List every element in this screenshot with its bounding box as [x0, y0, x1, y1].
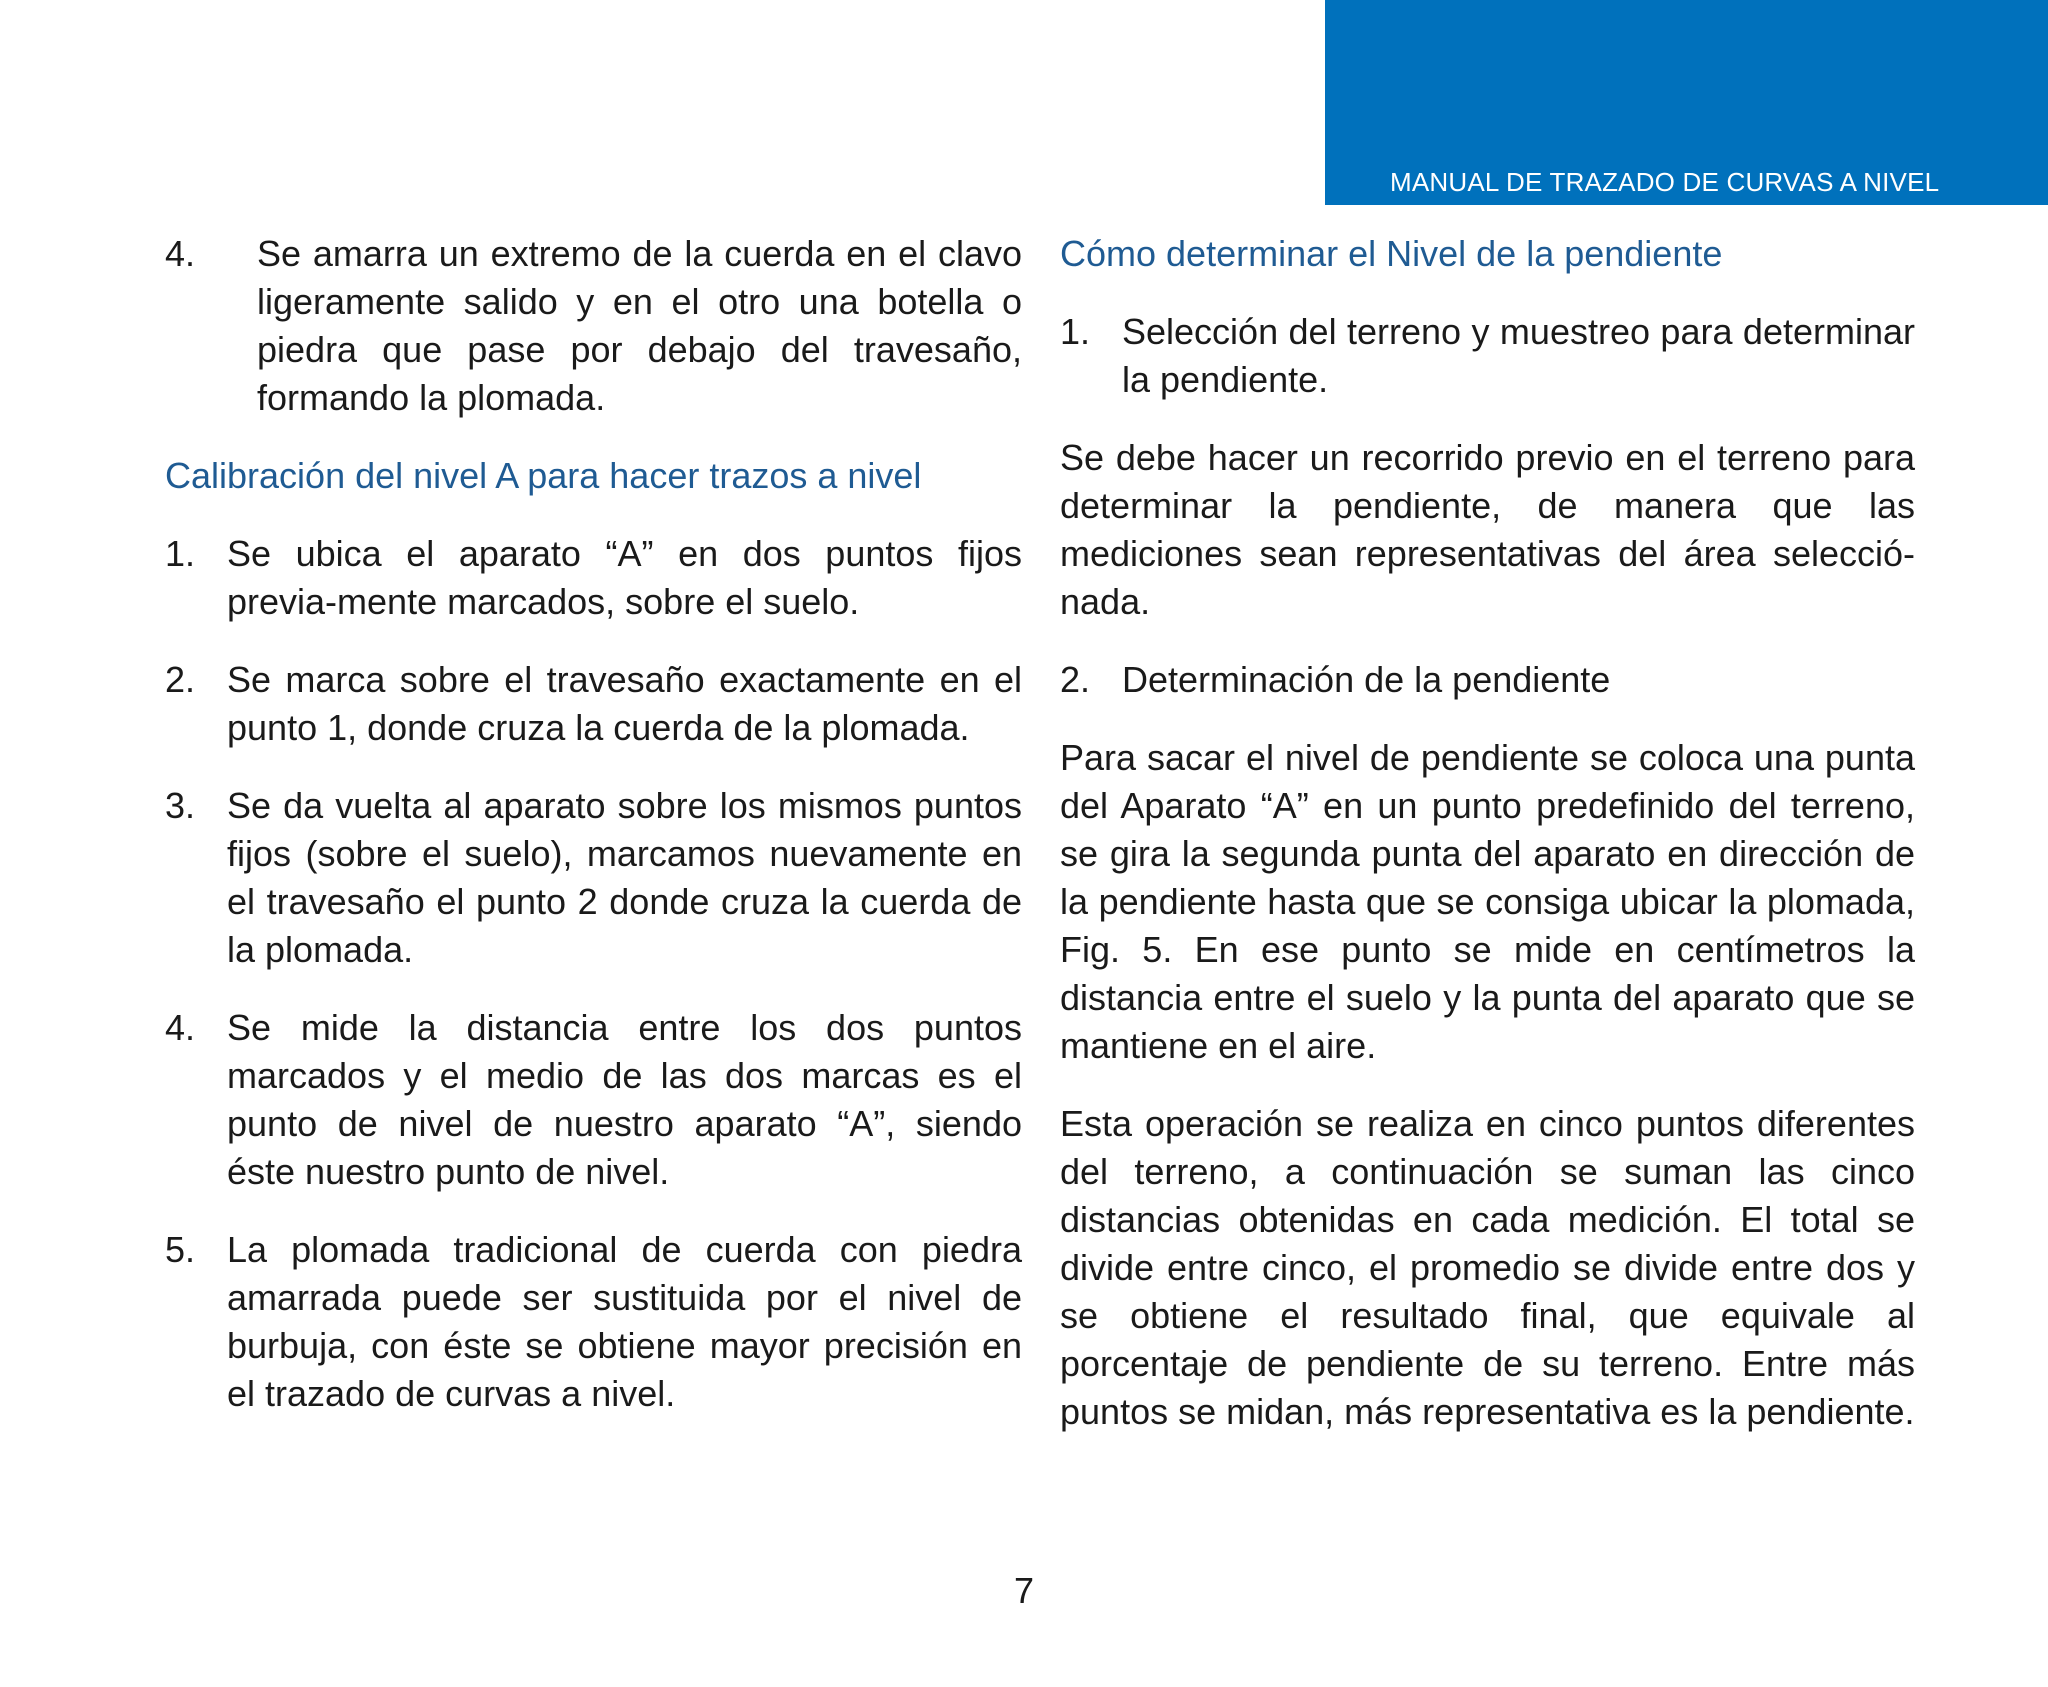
section-title-nivel-pendiente: Cómo determinar el Nivel de la pendiente: [1060, 233, 1723, 274]
step-item: [1060, 656, 1915, 704]
list-item: [165, 1226, 1022, 1418]
step-text: Selección del terreno y muestreo para determinar la pendiente.: [1122, 311, 1915, 400]
list-item-text: Se amarra un extremo de la cuerda en el clavo ligeramente salido y en el otro una botella o piedra que pase por debajo del travesaño, formando la plomada.: [257, 233, 1022, 418]
list-item-number: 2.: [165, 659, 196, 700]
list-item-number: 4.: [165, 1007, 196, 1048]
list-item: [165, 230, 1022, 422]
list-item-text: La plomada tradicional de cuerda con piedra amarrada puede ser sustituida por el nivel de burbuja, con éste se obtiene mayor precisión en el trazado de curvas a nivel.: [227, 1229, 1022, 1414]
list-item: [165, 1004, 1022, 1196]
step-number: 2.: [1060, 659, 1091, 700]
list-item: [165, 656, 1022, 752]
list-item-text: Se marca sobre el travesaño exactamente en el punto 1, donde cruza la cuerda de la plomada.: [227, 659, 1022, 748]
page-number: 7: [1013, 1570, 1035, 1611]
running-header-title: MANUAL DE TRAZADO DE CURVAS A NIVEL: [1390, 167, 1940, 197]
step-number: 1.: [1060, 311, 1091, 352]
paragraph: Esta operación se realiza en cinco puntos diferentes del terreno, a continuación se suman las cinco distancias obtenidas en cada medición. El total se divide entre cinco, el promedio se divide entre dos y se obtiene el resultado final, que equivale al porcentaje de pendiente de su terreno. Entre más puntos se midan, más representativa es la pendiente.: [1060, 1103, 1915, 1432]
section-title-calibracion: Calibración del nivel A para hacer trazos a nivel: [165, 455, 922, 496]
list-item: [165, 782, 1022, 974]
step-text: Determinación de la pendiente: [1122, 659, 1611, 700]
paragraph: Se debe hacer un recorrido previo en el terreno para determinar la pendiente, de manera que las mediciones sean representativas del área selecció-nada.: [1060, 437, 1915, 622]
list-item-number: 1.: [165, 533, 196, 574]
list-item-text: Se mide la distancia entre los dos puntos marcados y el medio de las dos marcas es el punto de nivel de nuestro aparato “A”, siendo éste nuestro punto de nivel.: [227, 1007, 1022, 1192]
list-item-number: 5.: [165, 1229, 196, 1270]
list-item-number: 4.: [165, 233, 196, 274]
left-column: [165, 230, 1022, 1448]
list-item-text: Se da vuelta al aparato sobre los mismos puntos fijos (sobre el suelo), marcamos nuevamente en el travesaño el punto 2 donde cruza la cuerda de la plomada.: [227, 785, 1022, 970]
list-item: [165, 530, 1022, 626]
step-item: [1060, 308, 1915, 404]
list-item-text: Se ubica el aparato “A” en dos puntos fijos previa-mente marcados, sobre el suelo.: [227, 533, 1022, 622]
right-column: [1060, 230, 1915, 1466]
list-item-number: 3.: [165, 785, 196, 826]
paragraph: Para sacar el nivel de pendiente se coloca una punta del Aparato “A” en un punto predefinido del terreno, se gira la segunda punta del aparato en dirección de la pendiente hasta que se consiga ubicar la plomada, Fig. 5. En ese punto se mide en centímetros la distancia entre el suelo y la punta del aparato que se mantiene en el aire.: [1060, 737, 1915, 1066]
